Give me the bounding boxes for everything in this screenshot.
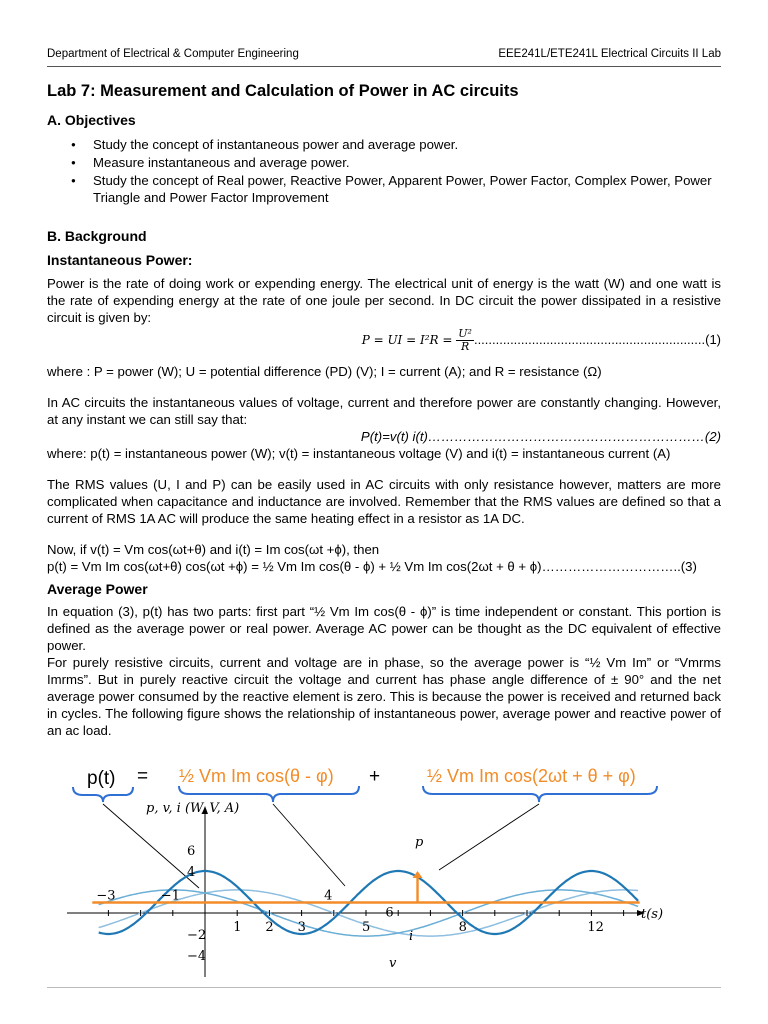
paragraph: For purely resistive circuits, current and voltage are in phase, so the average power is “½ Vm Im” or “Vmrms Imrms”. But in purely reactive circuit the voltage and current has phase angle difference of ± 90° and the net average power consumed by the reactive element is zero. This is because the power is received and returned back in cycles. The following figure shows the relationship of instantaneous power, average power and reactive power of an ac load. [47,655,721,738]
x-tick-label: −3 [96,888,116,904]
power-waveform-chart [47,762,721,980]
i-curve-label: i [409,929,414,944]
x-tick-label: 3 [297,920,306,935]
x-tick-label: 1 [233,920,242,935]
p-curve-label: p [415,835,424,850]
pointer-arrow [439,804,539,870]
background-heading: B. Background [47,228,147,244]
equation-lhs-label: p(t) [87,768,116,789]
y-tick-label: −4 [187,949,207,964]
average-term-label: ½ Vm Im cos(θ - φ) [179,766,334,786]
paragraph: In equation (3), p(t) has two parts: first part “½ Vm Im cos(θ - ϕ)” is time independent or constant. This portion is defined as the average power or real power. Average AC power can be thought as the DC equivalent of effective power. [47,604,721,653]
x-tick-label: 6 [385,905,394,921]
paragraph: Now, if v(t) = Vm cos(ωt+θ) and i(t) = Im cos(ωt +ϕ), then [47,542,380,557]
oscillating-term-label: ½ Vm Im cos(2ωt + θ + φ) [427,766,636,786]
paragraph: The RMS values (U, I and P) can be easily used in AC circuits with only resistance however, matters are more complicated when capacitance and inductance are involved. Remember that the RMS values are defined so that a current of RMS 1A AC will produce the same heating effect in a resistor as 1A DC. [47,477,721,526]
department-label: Department of Electrical & Computer Engineering [47,48,299,60]
x-tick-label: 4 [324,888,333,904]
pointer-arrow [273,804,345,886]
y-tick-label: 4 [187,865,196,880]
y-tick-label: −2 [187,928,207,943]
objectives-heading: A. Objectives [47,112,136,128]
y-axis-label: p, v, i (W, V, A) [146,801,240,816]
equation-lhs: P = UI = I²R = [361,332,457,347]
objectives-list [47,136,721,206]
equation-dots: ................................................................(1) [473,331,721,347]
page-header [47,46,721,67]
plus-sign: + [369,766,381,787]
x-tick-label: 12 [587,920,604,935]
equation-1 [47,328,721,353]
average-term-brace [179,786,359,802]
document-body [47,80,721,739]
pointer-arrow [103,804,199,888]
fraction-denominator: R [460,340,470,353]
equation-2: P(t)=v(t) i(t)………………………………………………………(2) [360,429,721,444]
oscillating-term-brace [423,786,657,802]
paragraph: where: p(t) = instantaneous power (W); v(t) = instantaneous voltage (V) and i(t) = instantaneous current (A) [47,446,671,461]
equation-3: p(t) = Vm Im cos(ωt+θ) cos(ωt +ϕ) = ½ Vm Im cos(θ - ϕ) + ½ Vm Im cos(2ωt + θ + ϕ)…………………………..(3) [47,559,697,574]
x-tick-label: 5 [362,920,371,935]
fraction [456,328,474,353]
average-power-heading: Average Power [47,581,148,597]
lhs-brace [73,787,133,802]
x-tick-label: 8 [458,920,467,935]
equals-sign: = [137,766,149,787]
power-waveform-figure [47,762,721,980]
list-item: ● Study the concept of instantaneous power and average power. [47,136,721,153]
x-tick-label: −1 [160,888,180,904]
list-item: ● Measure instantaneous and average power. [47,154,721,171]
footer-divider [47,987,721,988]
list-item: ● Study the concept of Real power, Reactive Power, Apparent Power, Power Factor, Complex Power, Power Triangle and Power Factor Improvement [47,172,721,206]
paragraph: Power is the rate of doing work or expending energy. The electrical unit of energy is the watt (W) and one watt is the rate of expending energy at the rate of one joule per second. In DC circuit the power dissipated in a resistive circuit is given by: [47,276,721,325]
paragraph: where : P = power (W); U = potential difference (PD) (V); I = current (A); and R = resistance (Ω) [47,364,602,379]
page-title: Lab 7: Measurement and Calculation of Power in AC circuits [47,82,519,100]
paragraph: In AC circuits the instantaneous values of voltage, current and therefore power are constantly changing. However, at any instant we can still say that: [47,395,721,427]
v-curve-label: v [389,956,397,971]
course-label: EEE241L/ETE241L Electrical Circuits II Lab [498,48,721,60]
fraction-numerator: U² [458,327,472,340]
tick-group [96,844,623,964]
instantaneous-heading: Instantaneous Power: [47,252,193,268]
y-tick-label: 6 [187,844,196,859]
x-tick-label: 2 [265,920,274,935]
x-axis-label: t(s) [641,907,664,922]
